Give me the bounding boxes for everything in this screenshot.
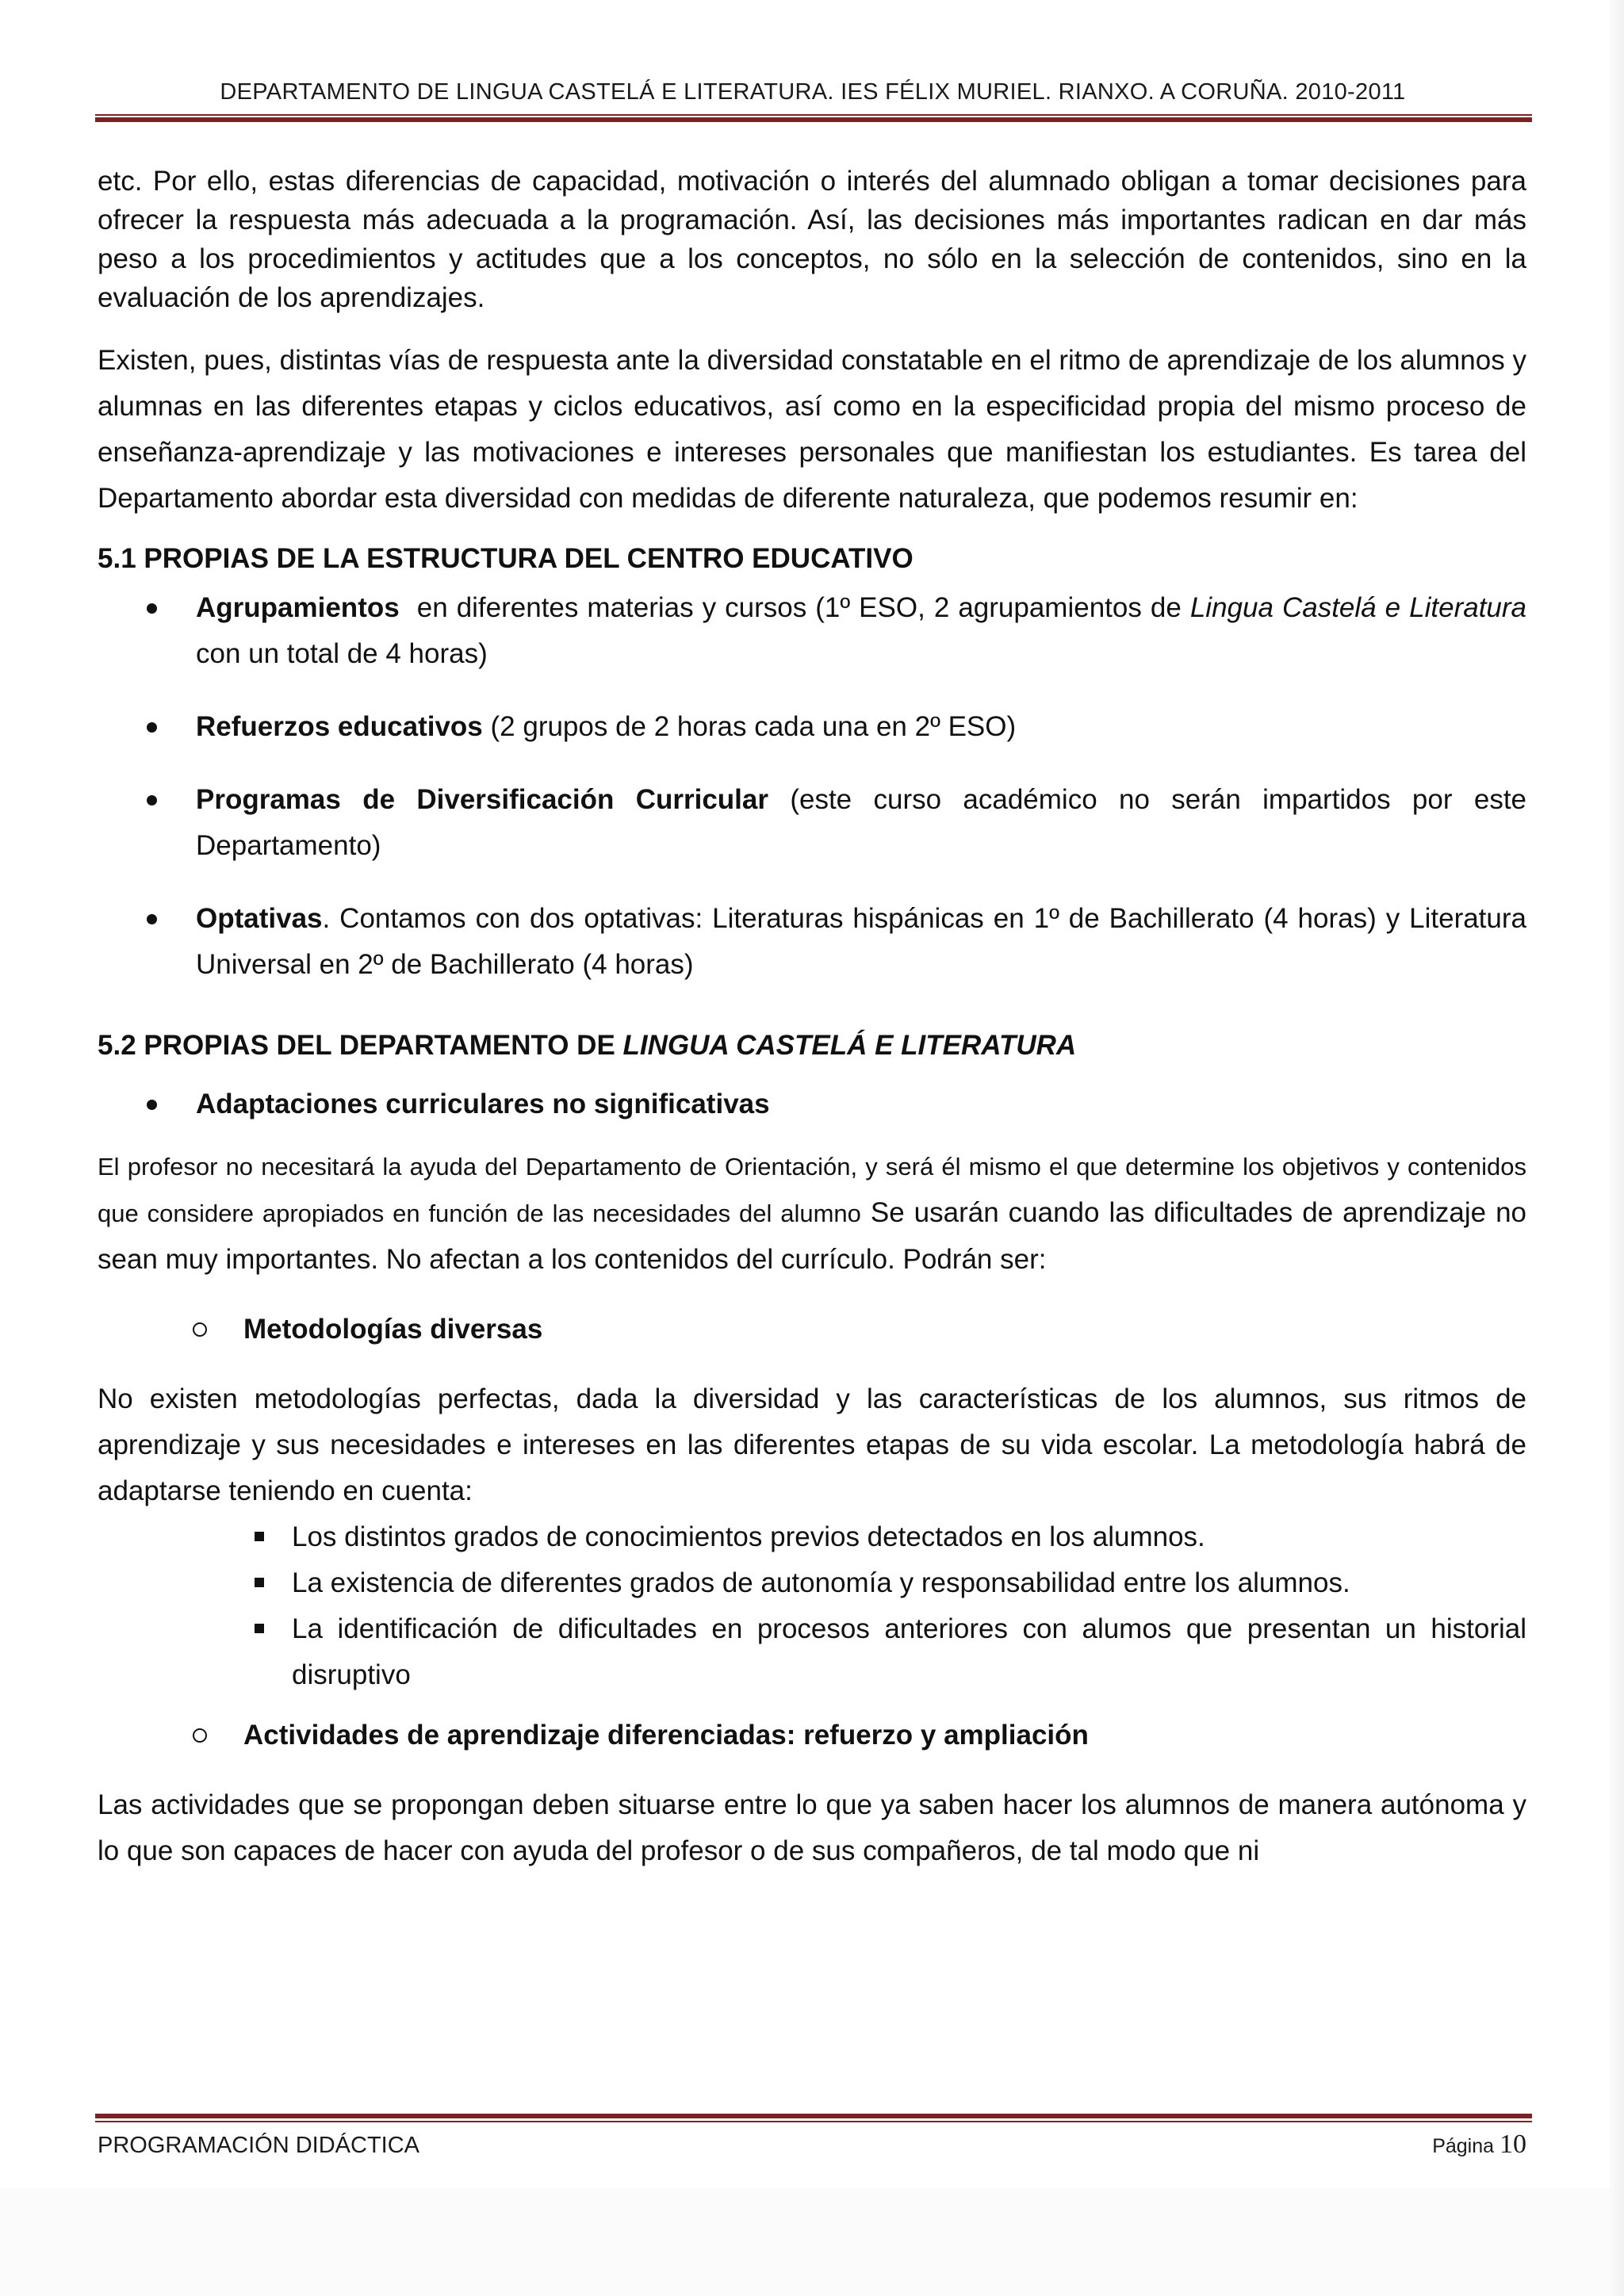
bullet-text: (este curso académico no serán impartidos por este Departamento) xyxy=(196,784,1527,861)
bullet-text: (2 grupos de 2 horas cada una en 2º ESO) xyxy=(482,711,1017,742)
footer-title: PROGRAMACIÓN DIDÁCTICA xyxy=(98,2133,420,2158)
bullet-bold: Optativas xyxy=(196,903,323,934)
footer-rule-bottom xyxy=(95,2121,1532,2122)
bullet-bold: Agrupamientos xyxy=(196,592,400,623)
page-label: Página xyxy=(1432,2135,1495,2157)
page-body xyxy=(98,162,1526,1874)
header-rule-bottom xyxy=(95,117,1532,122)
heading-prefix: 5.2 PROPIAS DEL DEPARTAMENTO DE xyxy=(98,1030,623,1061)
bullet-text: . Contamos con dos optativas: Literaturas hispánicas en 1º de Bachillerato (4 horas) y Literatura Universal en 2º de Bachillerato (4 horas) xyxy=(196,903,1526,980)
heading-italic: LINGUA CASTELÁ E LITERATURA xyxy=(622,1030,1077,1061)
running-header: DEPARTAMENTO DE LINGUA CASTELÁ E LITERATURA. IES FÉLIX MURIEL. RIANXO. A CORUÑA. 2010-2011 xyxy=(220,79,1406,105)
list-item xyxy=(98,1606,1526,1698)
intro-paragraph: etc. Por ello, estas diferencias de capacidad, motivación o interés del alumnado obligan a tomar decisiones para ofrecer la respuesta más adecuada a la programación. Así, las decisiones más importantes radican en dar más peso a los procedimientos y actitudes que a los conceptos, no sólo en la selección de contenidos, sino en la evaluación de los aprendizajes. xyxy=(98,166,1526,313)
bullet-dot-icon xyxy=(147,1100,157,1110)
list-item xyxy=(98,1514,1526,1560)
page-right-edge xyxy=(1610,0,1624,2296)
bullet-agrupamientos xyxy=(98,585,1526,677)
bullet-dot-icon xyxy=(147,722,157,733)
adaptations-text: Se usarán cuando las dificultades de aprendizaje no sean muy importantes. No afectan a los contenidos del currículo. Podrán ser: xyxy=(98,1197,1526,1275)
bullet-text-end: con un total de 4 horas) xyxy=(196,638,488,669)
circle-bullet-icon xyxy=(193,1322,207,1337)
sub-bullet-metodologias xyxy=(98,1310,1526,1349)
activities-paragraph: Las actividades que se propongan deben situarse entre lo que ya saben hacer los alumnos de manera autónoma y lo que son capaces de hacer con ayuda del profesor o de sus compañeros, de tal modo que ni xyxy=(98,1789,1526,1866)
bullet-refuerzos xyxy=(98,704,1526,750)
adaptations-small-text: El profesor no necesitará la ayuda del Departamento de Orientación, y será él mismo el que determine los objetivos y contenidos que considere apropiados en función de las necesidades del alumno xyxy=(98,1153,1526,1227)
bullet-bold: Adaptaciones curriculares no significativas xyxy=(196,1089,770,1119)
sub-bullet-label: Actividades de aprendizaje diferenciadas: refuerzo y ampliación xyxy=(243,1720,1089,1751)
page-number-label xyxy=(1432,2130,1526,2160)
bullet-bold: Refuerzos educativos xyxy=(196,711,483,742)
bullet-adaptaciones xyxy=(98,1083,1526,1126)
bullet-dot-icon xyxy=(147,795,157,806)
section-5-2-heading xyxy=(98,1026,1526,1066)
list-item-text: La identificación de dificultades en procesos anteriores con alumos que presentan un historial disruptivo xyxy=(292,1613,1526,1690)
circle-bullet-icon xyxy=(193,1728,207,1743)
bullet-dot-icon xyxy=(147,914,157,924)
bullet-bold: Programas de Diversificación Curricular xyxy=(196,784,768,815)
header-rule-top xyxy=(95,114,1532,116)
square-bullet-icon xyxy=(255,1578,264,1587)
bullet-diversificacion xyxy=(98,777,1526,869)
footer-rule-top xyxy=(95,2114,1532,2118)
list-item-text: La existencia de diferentes grados de autonomía y responsabilidad entre los alumnos. xyxy=(292,1567,1350,1598)
bullet-text: en diferentes materias y cursos (1º ESO, 2 agrupamientos de xyxy=(399,592,1190,623)
diversity-paragraph: Existen, pues, distintas vías de respuesta ante la diversidad constatable en el ritmo de aprendizaje de los alumnos y alumnas en las diferentes etapas y ciclos educativos, así como en la especificidad propia del mismo proceso de enseñanza-aprendizaje y las motivaciones e intereses personales que manifiestan los estudiantes. Es tarea del Departamento abordar esta diversidad con medidas de diferente naturaleza, que podemos resumir en: xyxy=(98,345,1526,514)
sub-bullet-label: Metodologías diversas xyxy=(243,1314,543,1345)
bullet-italic: Lingua Castelá e Literatura xyxy=(1189,592,1527,623)
page-number: 10 xyxy=(1500,2130,1526,2159)
methodology-list xyxy=(98,1514,1526,1698)
adaptations-paragraph xyxy=(98,1143,1526,1283)
square-bullet-icon xyxy=(255,1532,264,1541)
bullet-dot-icon xyxy=(147,603,157,614)
section-5-1-heading: 5.1 PROPIAS DE LA ESTRUCTURA DEL CENTRO EDUCATIVO xyxy=(98,543,914,574)
list-item-text: Los distintos grados de conocimientos previos detectados en los alumnos. xyxy=(292,1521,1205,1552)
list-item xyxy=(98,1560,1526,1606)
bullet-optativas xyxy=(98,896,1526,988)
sub-bullet-actividades xyxy=(98,1716,1526,1755)
page-bottom-shade xyxy=(0,2188,1624,2296)
methodology-paragraph: No existen metodologías perfectas, dada la diversidad y las características de los alumnos, sus ritmos de aprendizaje y sus necesidades e intereses en las diferentes etapas de su vida escolar. La metodología habrá de adaptarse teniendo en cuenta: xyxy=(98,1383,1526,1506)
square-bullet-icon xyxy=(255,1624,264,1633)
